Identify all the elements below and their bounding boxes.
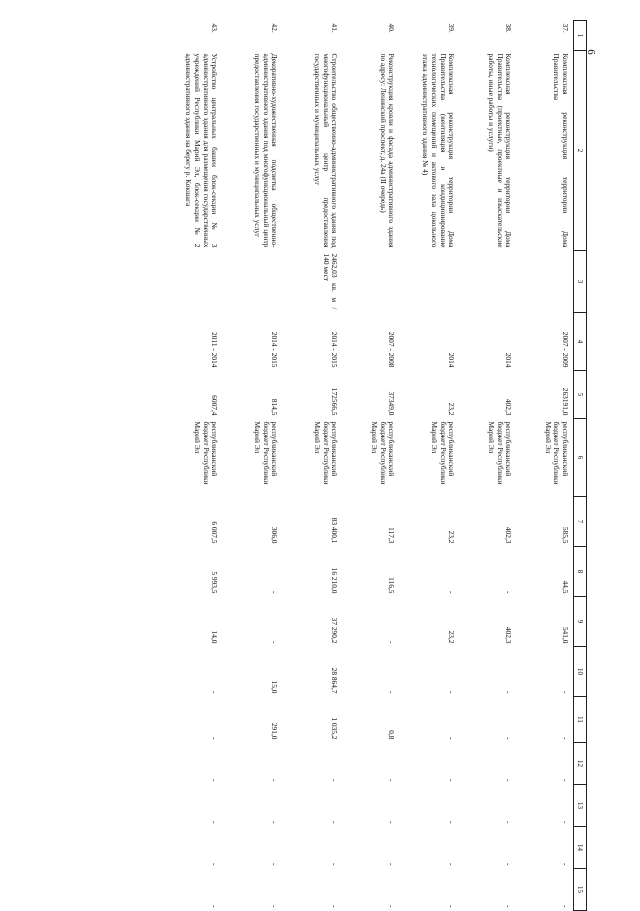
value-c14: - bbox=[270, 863, 280, 866]
value-c10: - bbox=[387, 691, 397, 694]
value-c15: - bbox=[447, 905, 457, 908]
header-cell: 10 bbox=[574, 647, 587, 697]
value-c11: - bbox=[210, 737, 220, 740]
table-row bbox=[460, 21, 517, 911]
value-c12: - bbox=[270, 779, 280, 782]
capacity bbox=[517, 251, 574, 313]
header-cell: 11 bbox=[574, 697, 587, 743]
value-c9: 23,2 bbox=[447, 630, 457, 644]
estimate-cost: 23,2 bbox=[447, 402, 457, 416]
value-c12: - bbox=[387, 779, 397, 782]
investment-table bbox=[163, 20, 588, 911]
row-number: 42. bbox=[270, 23, 280, 33]
table-row bbox=[163, 21, 223, 911]
period: 2007 - 2009 bbox=[561, 331, 570, 368]
value-c13: - bbox=[561, 821, 570, 824]
header-cell: 8 bbox=[574, 547, 587, 597]
header-cell: 7 bbox=[574, 497, 587, 547]
value-c11: 291,0 bbox=[270, 722, 280, 740]
estimate-cost: 814,5 bbox=[270, 398, 280, 416]
table-row bbox=[343, 21, 400, 911]
value-c13: - bbox=[447, 821, 457, 824]
header-cell: 2 bbox=[574, 51, 587, 251]
estimate-cost: 37349,0 bbox=[387, 391, 397, 416]
funding-source: республиканский бюджет Республики Марий Эл bbox=[543, 421, 570, 485]
row-number: 38. bbox=[504, 23, 514, 33]
table-row bbox=[517, 21, 574, 911]
value-c10: 15,0 bbox=[270, 680, 280, 694]
table-row bbox=[283, 21, 343, 911]
capacity bbox=[163, 251, 223, 313]
value-c15: - bbox=[561, 905, 570, 908]
header-cell: 15 bbox=[574, 869, 587, 911]
value-c8: 44,5 bbox=[561, 580, 570, 594]
row-number: 39. bbox=[447, 23, 457, 33]
header-cell: 6 bbox=[574, 419, 587, 497]
value-c11: 0,8 bbox=[387, 730, 397, 740]
value-c13: - bbox=[330, 821, 340, 824]
value-c15: - bbox=[330, 905, 340, 908]
capacity bbox=[343, 251, 400, 313]
value-c12: - bbox=[561, 779, 570, 782]
value-c9: 37 290,2 bbox=[330, 617, 340, 644]
value-c11: 1 035,2 bbox=[330, 717, 340, 740]
value-c10: - bbox=[561, 691, 570, 694]
value-c14: - bbox=[447, 863, 457, 866]
value-c10: - bbox=[210, 691, 220, 694]
value-c15: - bbox=[504, 905, 514, 908]
estimate-cost: 402,3 bbox=[504, 398, 514, 416]
header-cell: 4 bbox=[574, 313, 587, 371]
value-c12: - bbox=[330, 779, 340, 782]
value-c10: - bbox=[447, 691, 457, 694]
object-name: Комплексная реконструкция территории Дома Правительства bbox=[552, 53, 570, 248]
funding-source: республиканский бюджет Республики Марий Эл bbox=[253, 421, 280, 485]
object-name: Комплексная реконструкция территории Дома Правительства (вентиляция и кондиционирование технологических помещений и актового зала цокольного этажа административного здания № 4) bbox=[421, 53, 457, 248]
period: 2007 - 2008 bbox=[387, 331, 397, 368]
value-c9: 402,3 bbox=[504, 626, 514, 644]
funding-source: республиканский бюджет Республики Марий Эл bbox=[487, 421, 514, 485]
value-c15: - bbox=[210, 905, 220, 908]
value-c8: 5 993,5 bbox=[210, 571, 220, 594]
value-c8: 16 210,0 bbox=[330, 567, 340, 594]
estimate-cost: 172566,5 bbox=[330, 387, 340, 416]
value-c15: - bbox=[387, 905, 397, 908]
column-number-header bbox=[574, 21, 587, 911]
value-c15: - bbox=[270, 905, 280, 908]
value-c14: - bbox=[210, 863, 220, 866]
value-c14: - bbox=[561, 863, 570, 866]
value-c7: 23,2 bbox=[447, 530, 457, 544]
value-c12: - bbox=[447, 779, 457, 782]
value-c14: - bbox=[330, 863, 340, 866]
value-c9: - bbox=[387, 641, 397, 644]
row-number: 37. bbox=[561, 23, 570, 33]
capacity bbox=[400, 251, 460, 313]
value-c14: - bbox=[504, 863, 514, 866]
header-cell: 3 bbox=[574, 251, 587, 313]
object-name: Устройство центральных башен блок-секции № 3 административного здания для размещения государственных учреждений Республики Марий Эл, блок-секции № 2 административного здания на берегу р. Кокшага bbox=[184, 53, 220, 248]
value-c12: - bbox=[504, 779, 514, 782]
header-cell: 13 bbox=[574, 785, 587, 827]
value-c11: - bbox=[504, 737, 514, 740]
value-c9: 14,0 bbox=[210, 630, 220, 644]
estimate-cost: 6007,4 bbox=[210, 395, 220, 416]
value-c9: 541,0 bbox=[561, 626, 570, 644]
header-cell: 5 bbox=[574, 371, 587, 419]
funding-source: республиканский бюджет Республики Марий Эл bbox=[313, 421, 340, 485]
period: 2011 - 2014 bbox=[210, 332, 220, 368]
capacity bbox=[460, 251, 517, 313]
value-c8: - bbox=[447, 591, 457, 594]
value-c9: - bbox=[270, 641, 280, 644]
funding-source: республиканский бюджет Республики Марий Эл bbox=[193, 421, 220, 485]
table-row bbox=[223, 21, 283, 911]
funding-source: республиканский бюджет Республики Марий Эл bbox=[430, 421, 457, 485]
table-row bbox=[400, 21, 460, 911]
capacity: 2462,03 кв. м / 140 мест bbox=[321, 253, 340, 310]
capacity bbox=[223, 251, 283, 313]
value-c7: 117,3 bbox=[387, 527, 397, 544]
value-c7: 585,5 bbox=[561, 526, 570, 544]
period: 2014 bbox=[504, 352, 514, 368]
period: 2014 bbox=[447, 352, 457, 368]
value-c12: - bbox=[210, 779, 220, 782]
page-number: 6 bbox=[584, 49, 597, 55]
value-c8: - bbox=[270, 591, 280, 594]
object-name: Комплексная реконструкция территории Дома Правительства (проектные, проектные и изыскательские работы, иные работы и услуги) bbox=[487, 53, 514, 248]
period: 2014 - 2015 bbox=[330, 331, 340, 368]
value-c7: 6 007,5 bbox=[210, 521, 220, 544]
header-cell: 9 bbox=[574, 597, 587, 647]
estimate-cost: 263191,0 bbox=[561, 387, 570, 416]
value-c7: 306,0 bbox=[270, 526, 280, 544]
rotated-table-page bbox=[117, 20, 587, 908]
value-c13: - bbox=[387, 821, 397, 824]
value-c13: - bbox=[270, 821, 280, 824]
row-number: 41. bbox=[330, 23, 340, 33]
value-c8: 116,5 bbox=[387, 577, 397, 594]
object-name: Реконструкция кровли и фасада административного здания по адресу: Ленинский проспект, д. 24а (II очередь) bbox=[378, 53, 397, 248]
value-c11: - bbox=[561, 737, 570, 740]
value-c10: 28 864,7 bbox=[330, 667, 340, 694]
value-c10: - bbox=[504, 691, 514, 694]
value-c7: 402,3 bbox=[504, 526, 514, 544]
funding-source: республиканский бюджет Республики Марий Эл bbox=[370, 421, 397, 485]
value-c8: - bbox=[504, 591, 514, 594]
value-c13: - bbox=[504, 821, 514, 824]
value-c7: 83 400,1 bbox=[330, 517, 340, 544]
row-number: 43. bbox=[210, 23, 220, 33]
value-c11: - bbox=[447, 737, 457, 740]
header-cell: 12 bbox=[574, 743, 587, 785]
value-c13: - bbox=[210, 821, 220, 824]
object-name: Декоративно-художественная подсветка общественно-административного здания под многофункциональный центр предоставления государственных и муниципальных услуг bbox=[253, 53, 280, 248]
header-cell: 1 bbox=[574, 21, 587, 51]
value-c14: - bbox=[387, 863, 397, 866]
row-number: 40. bbox=[387, 23, 397, 33]
header-cell: 14 bbox=[574, 827, 587, 869]
period: 2014 - 2015 bbox=[270, 331, 280, 368]
object-name: Строительство общественно-административного здания под многофункциональный центр предоставления государственных и муниципальных услуг bbox=[313, 53, 340, 248]
